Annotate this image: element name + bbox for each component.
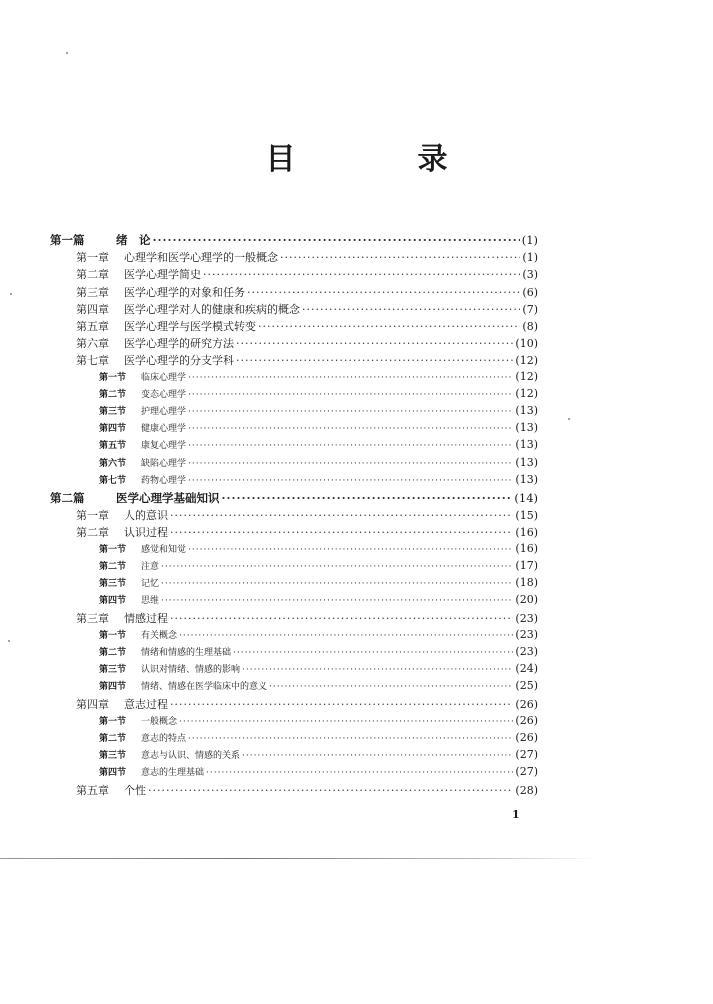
toc-entry-section	[99, 438, 538, 451]
toc-entry-page: (26)	[515, 698, 538, 712]
toc-entry-chapter	[76, 352, 538, 368]
toc-entry-chapter	[76, 524, 538, 540]
scan-speck	[10, 293, 12, 295]
toc-entry-title: 意志的特点	[141, 733, 187, 744]
toc-entry-title: 护理心理学	[141, 407, 187, 417]
toc-entry-title: 注意	[141, 561, 160, 572]
toc-entry-section	[99, 404, 538, 417]
toc-entry-page: (23)	[515, 627, 538, 641]
toc-entry-title: 情绪、情感在医学临床中的意义	[141, 682, 268, 693]
toc-entry-page: (14)	[514, 491, 538, 505]
page-number: 1	[512, 808, 520, 821]
toc-entry-label: 第一章	[76, 251, 109, 265]
toc-entry-label: 第二节	[99, 647, 127, 658]
toc-entry-title: 有关概念	[141, 630, 178, 641]
toc-entry-section	[99, 370, 538, 383]
toc-entry-section	[99, 645, 538, 658]
toc-entry-chapter	[76, 696, 538, 712]
toc-dot-leader	[161, 596, 513, 606]
toc-entry-label: 第二节	[99, 389, 127, 400]
toc-dot-leader	[170, 612, 513, 625]
toc-dot-leader	[236, 354, 513, 367]
toc-entry-section	[99, 765, 538, 778]
toc-entry-page: (12)	[515, 354, 538, 368]
toc-dot-leader	[188, 424, 513, 434]
toc-entry-page: (12)	[515, 369, 538, 383]
toc-entry-page: (24)	[515, 662, 538, 675]
toc-entry-title: 思维	[141, 596, 160, 607]
toc-dot-leader	[161, 562, 513, 572]
toc-entry-title: 意志的生理基础	[141, 768, 205, 779]
toc-entry-label: 第五节	[99, 441, 127, 452]
toc-entry-section	[99, 576, 538, 589]
toc-entry-title: 临床心理学	[141, 372, 187, 383]
toc-entry-title: 康复心理学	[141, 441, 187, 452]
toc-entry-page: (26)	[515, 713, 538, 727]
toc-entry-page: (6)	[522, 285, 538, 299]
toc-dot-leader	[188, 373, 513, 383]
toc-entry-title: 医学心理学简史	[124, 268, 201, 282]
toc-entry-title: 情绪和情感的生理基础	[141, 647, 232, 658]
toc-entry-section	[99, 542, 538, 555]
toc-entry-label: 第七节	[99, 475, 127, 486]
toc-entry-page: (16)	[515, 541, 538, 555]
toc-entry-label: 第一节	[99, 716, 127, 727]
toc-dot-leader	[222, 491, 513, 505]
toc-entry-label: 第三章	[76, 285, 109, 299]
toc-entry-label: 第二节	[99, 733, 127, 744]
toc-dot-leader	[242, 665, 513, 675]
toc-entry-page: (18)	[515, 576, 538, 589]
toc-entry-page: (28)	[515, 784, 538, 798]
toc-entry-label: 第一节	[99, 630, 127, 641]
toc-entry-page: (3)	[522, 268, 538, 282]
toc-dot-leader	[203, 268, 520, 281]
toc-entry-label: 第三节	[99, 665, 127, 675]
toc-entry-section	[99, 731, 538, 744]
toc-entry-chapter	[76, 318, 538, 334]
toc-dot-leader	[236, 337, 513, 350]
toc-entry-page: (1)	[522, 251, 538, 265]
toc-entry-page: (25)	[515, 679, 538, 693]
toc-dot-leader	[242, 751, 513, 761]
toc-entry-title: 缺陷心理学	[141, 458, 187, 469]
toc-entry-section	[99, 679, 538, 692]
toc-entry-section	[99, 387, 538, 400]
toc-dot-leader	[302, 303, 520, 316]
toc-entry-page: (13)	[515, 421, 538, 435]
toc-entry-label: 第三节	[99, 407, 127, 417]
toc-entry-label: 第二节	[99, 561, 127, 572]
toc-dot-leader	[188, 441, 513, 451]
toc-entry-page: (15)	[515, 509, 538, 523]
toc-dot-leader	[247, 286, 520, 299]
toc-entry-label: 第五章	[76, 320, 109, 333]
toc-entry-page: (13)	[515, 404, 538, 417]
toc-entry-page: (17)	[515, 558, 538, 572]
toc-entry-section	[99, 473, 538, 486]
toc-entry-part	[50, 232, 538, 248]
toc-dot-leader	[161, 579, 513, 589]
toc-dot-leader	[258, 320, 520, 333]
toc-entry-page: (16)	[515, 526, 538, 540]
toc-entry-title: 认识对情绪、情感的影响	[141, 665, 241, 675]
toc-entry-page: (13)	[515, 455, 538, 469]
toc-entry-label: 第二章	[76, 526, 109, 540]
toc-dot-leader	[179, 631, 513, 641]
toc-entry-title: 变态心理学	[141, 389, 187, 400]
toc-entry-label: 第三节	[99, 579, 127, 589]
toc-entry-chapter	[76, 610, 538, 626]
toc-entry-label: 第一篇	[50, 233, 85, 247]
toc-entry-label: 第四章	[76, 698, 109, 712]
toc-entry-title: 绪 论	[116, 233, 151, 247]
toc-entry-section	[99, 593, 538, 606]
toc-entry-chapter	[76, 266, 538, 282]
toc-entry-label: 第二篇	[50, 491, 85, 505]
toc-entry-page: (26)	[515, 730, 538, 744]
toc-entry-label: 第七章	[76, 354, 109, 368]
toc-entry-title: 情感过程	[124, 612, 168, 626]
toc-entry-title: 医学心理学与医学模式转变	[124, 320, 256, 333]
toc-dot-leader	[188, 545, 513, 555]
toc-entry-section	[99, 559, 538, 572]
toc-entry-page: (12)	[515, 386, 538, 400]
toc-entry-title: 医学心理学的分支学科	[124, 354, 234, 368]
toc-entry-label: 第四节	[99, 768, 127, 779]
toc-entry-label: 第四节	[99, 682, 127, 693]
toc-entry-title: 一般概念	[141, 716, 178, 727]
toc-entry-part	[50, 490, 538, 506]
toc-entry-page: (20)	[515, 593, 538, 607]
toc-dot-leader	[280, 251, 520, 264]
toc-entry-chapter	[76, 335, 538, 351]
toc-dot-leader	[206, 768, 513, 778]
toc-entry-label: 第六节	[99, 458, 127, 469]
toc-entry-title: 医学心理学对人的健康和疾病的概念	[124, 302, 300, 316]
toc-entry-page: (13)	[515, 472, 538, 486]
toc-entry-page: (7)	[522, 302, 538, 316]
toc-entry-section	[99, 714, 538, 727]
toc-entry-title: 认识过程	[124, 526, 168, 540]
toc-entry-page: (10)	[515, 337, 538, 351]
toc-entry-label: 第六章	[76, 337, 109, 351]
toc-entry-chapter	[76, 301, 538, 317]
toc-dot-leader	[188, 390, 513, 400]
scan-speck	[8, 640, 10, 642]
toc-entry-chapter	[76, 507, 538, 523]
scan-speck	[66, 52, 68, 54]
toc-entry-label: 第四节	[99, 596, 127, 607]
toc-dot-leader	[269, 682, 513, 692]
scan-speck	[568, 418, 570, 420]
toc-entry-chapter	[76, 284, 538, 300]
toc-entry-title: 医学心理学的研究方法	[124, 337, 234, 351]
toc-entry-title: 个性	[124, 784, 146, 798]
toc-entry-page: (8)	[522, 320, 538, 333]
toc-dot-leader	[148, 784, 513, 797]
toc-entry-page: (1)	[521, 233, 538, 247]
toc-entry-title: 人的意识	[124, 509, 168, 523]
toc-entry-title: 心理学和医学心理学的一般概念	[124, 251, 278, 265]
toc-dot-leader	[188, 407, 513, 417]
toc-entry-title: 意志过程	[124, 698, 168, 712]
toc-entry-section	[99, 421, 538, 434]
toc-entry-label: 第四节	[99, 424, 127, 435]
toc-entry-section	[99, 456, 538, 469]
toc-entry-label: 第三章	[76, 612, 109, 626]
toc-entry-title: 医学心理学基础知识	[116, 491, 220, 505]
toc-entry-page: (23)	[515, 644, 538, 658]
toc-entry-label: 第一节	[99, 544, 127, 555]
toc-entry-page: (13)	[515, 438, 538, 452]
toc-dot-leader	[188, 476, 513, 486]
toc-dot-leader	[188, 734, 513, 744]
toc-entry-page: (27)	[515, 748, 538, 761]
scan-edge-line	[0, 858, 600, 859]
toc-entry-section	[99, 748, 538, 761]
toc-entry-section	[99, 628, 538, 641]
toc-entry-label: 第五章	[76, 784, 109, 798]
toc-dot-leader	[170, 509, 513, 522]
toc-entry-title: 记忆	[141, 579, 160, 589]
toc-entry-label: 第一章	[76, 509, 109, 523]
toc-entry-chapter	[76, 249, 538, 265]
toc-entry-title: 健康心理学	[141, 424, 187, 435]
toc-entry-section	[99, 662, 538, 675]
toc-entry-title: 意志与认识、情感的关系	[141, 751, 241, 761]
toc-dot-leader	[233, 648, 513, 658]
toc-entry-page: (27)	[515, 765, 538, 779]
toc-entry-label: 第四章	[76, 302, 109, 316]
toc-entry-chapter	[76, 782, 538, 798]
toc-entry-label: 第二章	[76, 268, 109, 282]
toc-dot-leader	[188, 459, 513, 469]
toc-entry-title: 药物心理学	[141, 475, 187, 486]
toc-dot-leader	[179, 717, 513, 727]
toc-dot-leader	[170, 698, 513, 711]
page-title: 目 录	[265, 142, 494, 177]
toc-entry-label: 第一节	[99, 372, 127, 383]
toc-dot-leader	[170, 526, 513, 539]
toc-entry-title: 感觉和知觉	[141, 544, 187, 555]
toc-dot-leader	[153, 233, 520, 247]
toc-entry-label: 第三节	[99, 751, 127, 761]
toc-entry-title: 医学心理学的对象和任务	[124, 285, 245, 299]
toc-entry-page: (23)	[515, 612, 538, 626]
